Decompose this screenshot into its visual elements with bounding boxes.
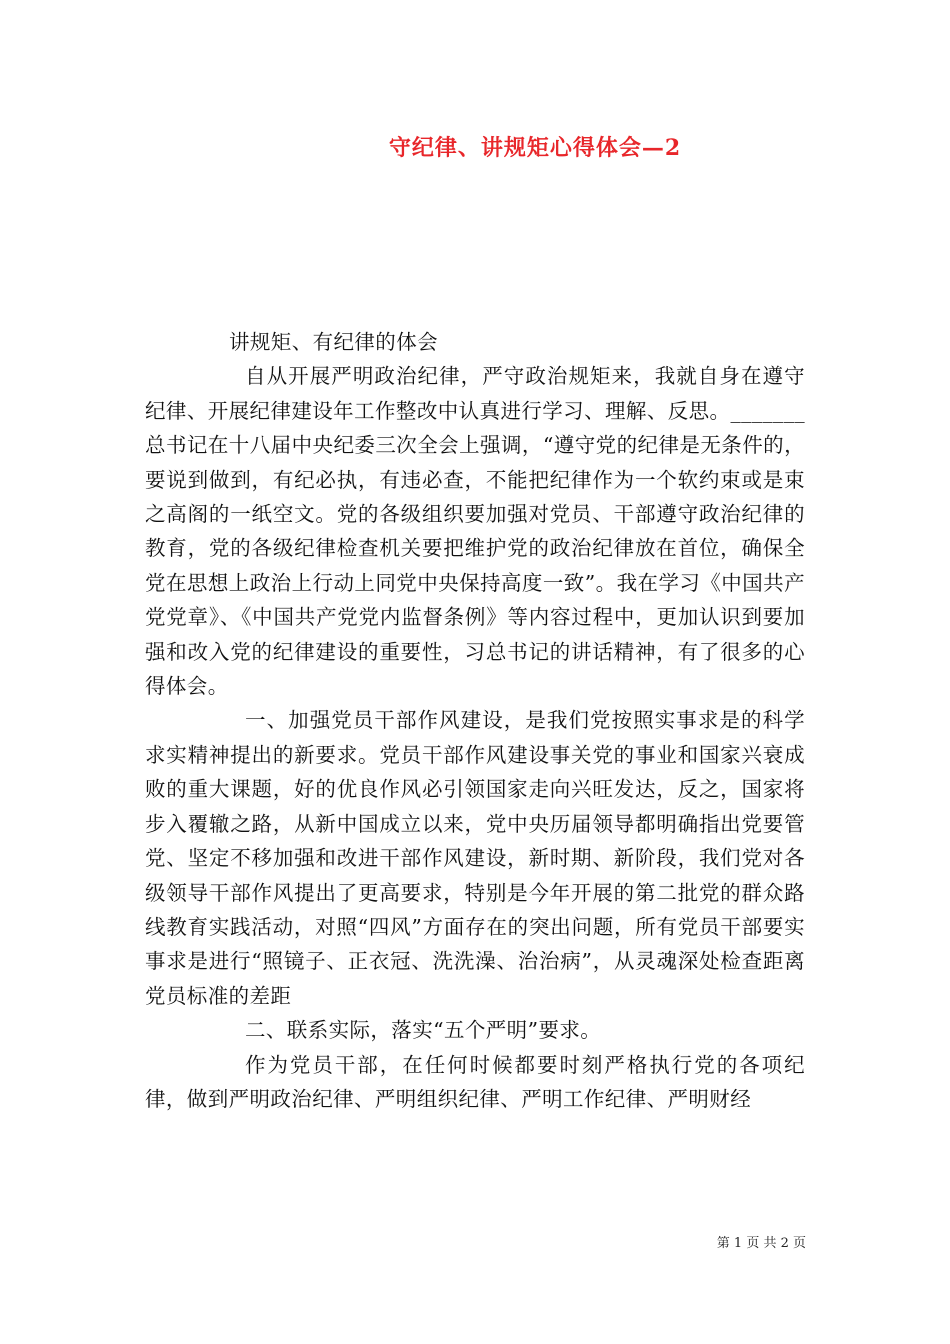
document-title: 守纪律、讲规矩心得体会—2 bbox=[388, 135, 682, 161]
paragraph-section-two-heading: 二、联系实际，落实“五个严明”要求。 bbox=[245, 1018, 602, 1043]
paragraph-intro: 自从开展严明政治纪律，严守政治规矩来，我就自身在遵守纪律、开展纪律建设年工作整改中认真进行学习、理解、反思。_______总书记在十八届中央纪委三次全会上强调，“遵守党的纪律是无条件的，要说到做到，有纪必执，有违必查，不能把纪律作为一个软约束或是束之高阁的一纸空文。党的各级组织要加强对党员、干部遵守政治纪律的教育，党的各级纪律检查机关要把维护党的政治纪律放在首位，确保全党在思想上政治上行动上同党中央保持高度一致”。我在学习《中国共产党党章》、《中国共产党党内监督条例》等内容过程中，更加认识到要加强和改入党的纪律建设的重要性，习总书记的讲话精神，有了很多的心得体会。 bbox=[145, 364, 805, 699]
paragraph-section-two-body: 作为党员干部，在任何时候都要时刻严格执行党的各项纪律，做到严明政治纪律、严明组织纪律、严明工作纪律、严明财经 bbox=[145, 1052, 805, 1111]
paragraph-subheading: 讲规矩、有纪律的体会 bbox=[229, 330, 438, 354]
document-body bbox=[145, 325, 805, 1116]
page-number-footer: 第 1 页 共 2 页 bbox=[716, 1236, 806, 1251]
paragraph-section-one: 一、加强党员干部作风建设，是我们党按照实事求是的科学求实精神提出的新要求。党员干部作风建设事关党的事业和国家兴衰成败的重大课题，好的优良作风必引领国家走向兴旺发达，反之，国家将步入覆辙之路，从新中国成立以来，党中央历届领导都明确指出党要管党、坚定不移加强和改进干部作风建设，新时期、新阶段，我们党对各级领导干部作风提出了更高要求，特别是今年开展的第二批党的群众路线教育实践活动，对照“四风”方面存在的突出问题，所有党员干部要实事求是进行“照镜子、正衣冠、洗洗澡、治治病”，从灵魂深处检查距离党员标准的差距 bbox=[145, 708, 805, 1008]
